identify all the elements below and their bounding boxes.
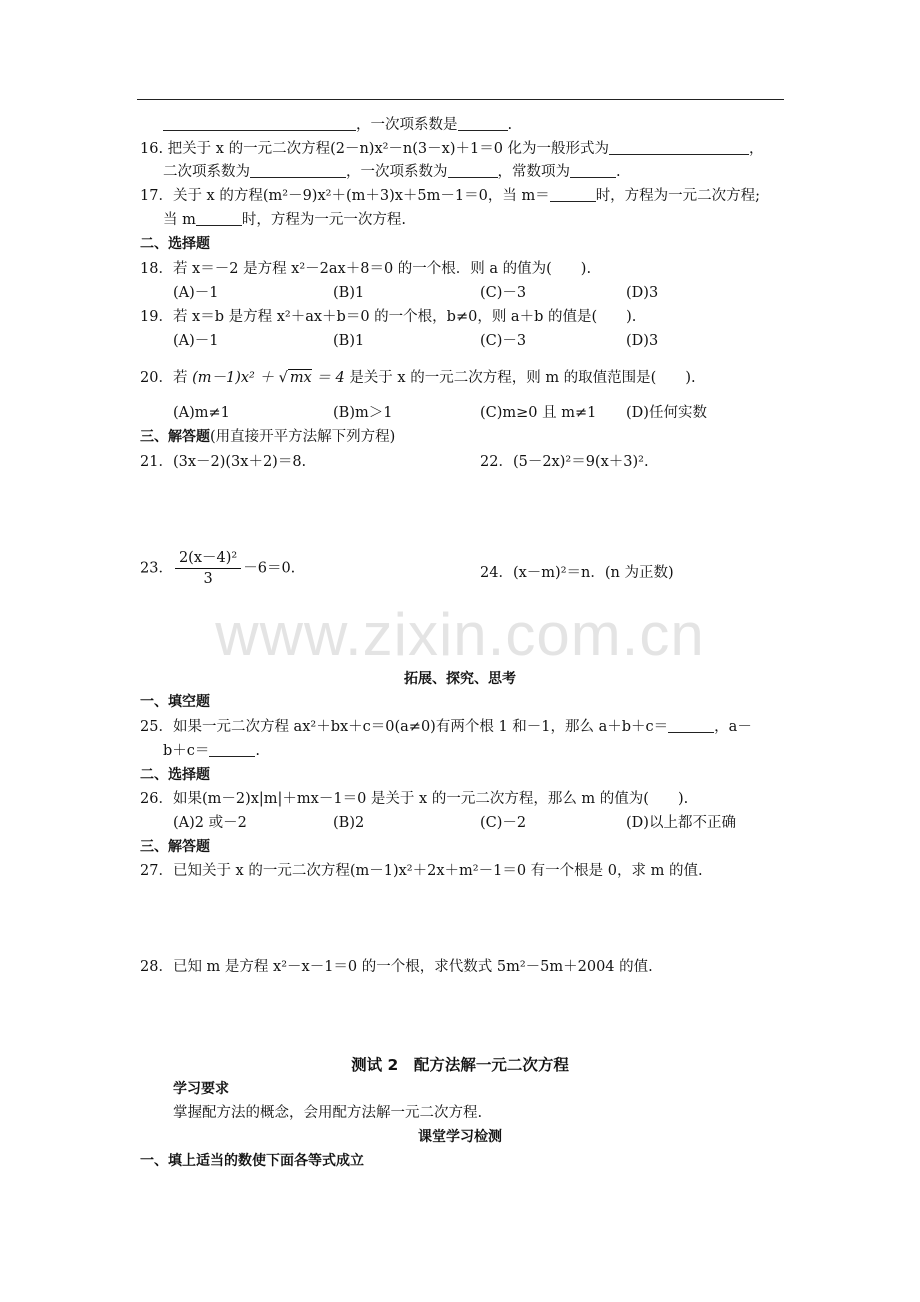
q26-option-d: (D)以上都不正确 <box>626 815 736 831</box>
q23-tail: －6＝0. <box>243 560 296 577</box>
q18-option-d: (D)3 <box>626 285 659 301</box>
section-heading: 二、选择题 <box>140 767 210 783</box>
q19-option-c: (C)－3 <box>480 333 527 349</box>
q15-tail: ，一次项系数是 <box>356 117 458 133</box>
q28-text: 28．已知 m 是方程 x²－x－1＝0 的一个根，求代数式 5m²－5m＋2004 的值. <box>140 959 653 975</box>
q17-line1 <box>140 186 760 206</box>
answer-blank <box>196 211 242 226</box>
q16-line2: 二次项系数为 ，一次项系数为 ，常数项为 . <box>163 164 621 180</box>
q20-line <box>140 368 696 388</box>
q18-text: 18．若 x＝－2 是方程 x²－2ax＋8＝0 的一个根．则 a 的值为( ). <box>140 261 592 277</box>
answer-blank <box>163 116 356 131</box>
q22-text: 22．(5－2x)²＝9(x＋3)². <box>480 454 649 470</box>
q19-option-b: (B)1 <box>333 333 365 349</box>
section-heading: 一、填上适当的数使下面各等式成立 <box>140 1153 364 1169</box>
q17-text: 17．关于 x 的方程(m²－9)x²＋(m＋3)x＋5m－1＝0，当 m＝ <box>140 188 550 204</box>
q26-text: 26．如果(m－2)x|m|＋mx－1＝0 是关于 x 的一元二次方程，那么 m 的值为( ). <box>140 791 689 807</box>
q20-equation: (m－1)x² ＋ √ mx ＝ 4 <box>192 370 345 386</box>
q19-text: 19．若 x＝b 是方程 x²＋ax＋b＝0 的一个根，b≠0，则 a＋b 的值是( ). <box>140 309 637 325</box>
answer-blank <box>209 742 255 757</box>
extension-title: 拓展、探究、思考 <box>404 671 516 687</box>
answer-blank <box>570 163 616 178</box>
section-heading: 二、选择题 <box>140 236 210 252</box>
q20-option-d: (D)任何实数 <box>626 405 707 421</box>
q25-text-2: ，a－ <box>714 719 752 735</box>
section-heading: 三、解答题 <box>140 839 210 855</box>
q26-option-c: (C)－2 <box>480 815 527 831</box>
test2-title: 测试 2 配方法解一元二次方程 <box>351 1056 569 1074</box>
answer-blank <box>448 163 498 178</box>
class-check-heading: 课堂学习检测 <box>418 1129 502 1145</box>
q20-option-a: (A)m≠1 <box>173 405 230 421</box>
q15-end: . <box>507 117 513 133</box>
q17-text-2: 时，方程为一元二次方程; <box>595 188 761 204</box>
q26-option-a: (A)2 或－2 <box>173 815 247 831</box>
q16-text: 16. 把关于 x 的一元二次方程(2－n)x²－n(3－x)＋1＝0 化为一般形式为 <box>140 141 610 157</box>
q25-end: . <box>255 743 261 759</box>
study-requirements-heading: 学习要求 <box>173 1081 229 1097</box>
q17-text-3: 当 m <box>163 212 196 228</box>
watermark: www.zixin.com.cn <box>215 601 705 668</box>
q20-option-b: (B)m＞1 <box>333 405 393 421</box>
q20-text: 是关于 x 的一元二次方程，则 m 的取值范围是( ). <box>349 370 696 386</box>
q20-prefix: 20．若 <box>140 370 188 386</box>
q16-label-quadratic: 二次项系数为 <box>163 164 250 180</box>
answer-blank <box>250 163 346 178</box>
q16-label-constant: ，常数项为 <box>497 164 570 180</box>
q15-line <box>163 115 512 135</box>
q25-text-3: b＋c＝ <box>163 743 210 759</box>
q25-line1 <box>140 717 752 737</box>
q23-denominator: 3 <box>203 571 213 587</box>
answer-blank <box>458 116 508 131</box>
q24-text: 24．(x－m)²＝n．(n 为正数) <box>480 565 674 581</box>
q19-option-a: (A)－1 <box>173 333 219 349</box>
section-note: (用直接开平方法解下列方程) <box>210 429 396 445</box>
q25-line2 <box>163 741 260 761</box>
header-rule <box>137 99 784 100</box>
q16-line1: 16. 把关于 x 的一元二次方程(2－n)x²－n(3－x)＋1＝0 化为一般形式为 ， <box>140 141 764 157</box>
q23-fraction <box>175 548 241 589</box>
q21-text: 21．(3x－2)(3x＋2)＝8. <box>140 454 307 470</box>
q23-label: 23． <box>140 560 173 577</box>
study-requirements-text: 掌握配方法的概念，会用配方法解一元二次方程. <box>173 1105 483 1121</box>
q23-numerator: 2(x－4)² <box>175 548 241 569</box>
q17-text-4: 时，方程为一元一次方程. <box>241 212 406 228</box>
q18-option-a: (A)－1 <box>173 285 219 301</box>
q20-sqrt: mx <box>289 370 312 386</box>
q20-option-c: (C)m≥0 且 m≠1 <box>480 405 597 421</box>
q20-eq-part1: (m－1)x² ＋ <box>192 370 279 386</box>
q20-eq-part3: ＝ 4 <box>311 370 345 386</box>
answer-blank <box>550 187 596 202</box>
q19-option-d: (D)3 <box>626 333 659 349</box>
q17-line2 <box>163 210 406 230</box>
q25-text: 25．如果一元二次方程 ax²＋bx＋c＝0(a≠0)有两个根 1 和－1，那么 a＋b＋c＝ <box>140 719 669 735</box>
q27-text: 27．已知关于 x 的一元二次方程(m－1)x²＋2x＋m²－1＝0 有一个根是 0，求 m 的值. <box>140 863 703 879</box>
answer-blank <box>668 718 714 733</box>
q18-option-c: (C)－3 <box>480 285 527 301</box>
q26-option-b: (B)2 <box>333 815 365 831</box>
q18-option-b: (B)1 <box>333 285 365 301</box>
q16-label-linear: ，一次项系数为 <box>346 164 448 180</box>
section-heading: 一、填空题 <box>140 694 210 710</box>
answer-blank <box>609 140 749 155</box>
q23-line <box>140 548 295 589</box>
section-title: 三、解答题 <box>140 429 210 445</box>
section-heading-3 <box>140 427 395 447</box>
